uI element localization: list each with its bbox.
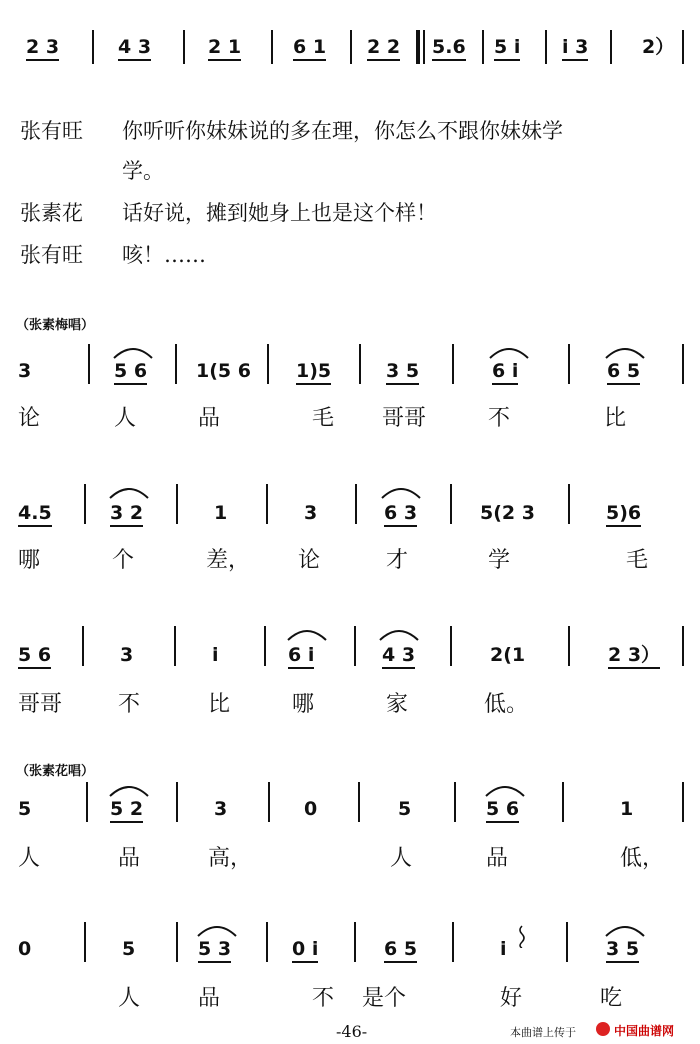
- lyric: 低，: [620, 846, 665, 871]
- barline: [174, 626, 176, 666]
- notation-cell: 1: [620, 798, 634, 820]
- slur: [108, 484, 150, 500]
- barline: [450, 626, 452, 666]
- lyric: 人: [18, 846, 41, 871]
- notation-row: [0, 342, 700, 392]
- speaker-name: 张有旺: [20, 119, 83, 143]
- speaker-name: 张素花: [20, 201, 83, 225]
- notation-cell: 4.5: [18, 502, 52, 527]
- barline: [354, 626, 356, 666]
- lyric: 品: [486, 846, 509, 871]
- barline: [267, 344, 269, 384]
- barline: [354, 922, 356, 962]
- barline: [176, 484, 178, 524]
- barline: [482, 30, 484, 64]
- upload-note: 本曲谱上传于: [510, 1026, 576, 1039]
- repeat-barline: [416, 30, 420, 64]
- lyrics-row: [0, 846, 700, 876]
- barline: [175, 344, 177, 384]
- barline: [264, 626, 266, 666]
- notation-cell: 5: [122, 938, 136, 960]
- barline: [682, 782, 684, 822]
- site-logo-icon: [596, 1022, 610, 1036]
- dialogue-line: 话好说，摊到她身上也是这个样！: [122, 201, 437, 225]
- notation-cell: 3: [214, 798, 228, 820]
- lyric: 低。: [484, 692, 529, 717]
- notation-cell: 1)5: [296, 360, 331, 385]
- notation-cell: 2 3: [26, 36, 59, 61]
- lyrics-row: [0, 986, 700, 1016]
- barline: [183, 30, 185, 64]
- slur: [484, 782, 526, 798]
- notation-cell: 5 6: [114, 360, 147, 385]
- barline: [568, 626, 570, 666]
- slur: [112, 344, 154, 360]
- barline: [454, 782, 456, 822]
- singer-label: （张素花唱）: [16, 764, 95, 779]
- lyric: 是个: [362, 986, 407, 1011]
- barline: [84, 922, 86, 962]
- slur: [380, 484, 422, 500]
- lyric: 人: [390, 846, 413, 871]
- barline: [88, 344, 90, 384]
- lyric: 毛: [626, 548, 649, 573]
- lyrics-row: [0, 406, 700, 436]
- barline: [682, 626, 684, 666]
- notation-cell: 3: [304, 502, 318, 524]
- notation-cell: 5)6: [606, 502, 641, 527]
- barline: [610, 30, 612, 64]
- notation-row: [0, 780, 700, 830]
- lyric: 不: [312, 986, 335, 1011]
- lyric: 哥哥: [18, 692, 63, 717]
- barline: [452, 922, 454, 962]
- dialogue-line: 咳！……: [122, 243, 206, 267]
- lyric: 论: [298, 548, 321, 573]
- lyric: 家: [386, 692, 409, 717]
- notation-cell: 0: [304, 798, 318, 820]
- lyric: 才: [386, 548, 409, 573]
- notation-cell: 6 i: [492, 360, 518, 385]
- lyric: 人: [118, 986, 141, 1011]
- site-name: 中国曲谱网: [614, 1024, 675, 1038]
- barline: [568, 344, 570, 384]
- notation-cell: 6 i: [288, 644, 314, 669]
- barline: [568, 484, 570, 524]
- barline: [358, 782, 360, 822]
- notation-cell: 1: [214, 502, 228, 524]
- notation-cell: 2）: [642, 36, 675, 58]
- barline: [176, 782, 178, 822]
- lyric: 吃: [600, 986, 623, 1011]
- slur: [604, 922, 646, 938]
- barline: [545, 30, 547, 64]
- slur: [286, 626, 328, 642]
- lyric: 论: [18, 406, 41, 431]
- barline: [266, 922, 268, 962]
- barline: [562, 782, 564, 822]
- barline: [266, 484, 268, 524]
- notation-cell: 5(2 3: [480, 502, 535, 524]
- barline: [84, 484, 86, 524]
- barline: [566, 922, 568, 962]
- barline: [92, 30, 94, 64]
- notation-cell: 5 2: [110, 798, 143, 823]
- notation-cell: 5.6: [432, 36, 466, 61]
- tremolo-mark-icon: [516, 924, 528, 948]
- barline: [450, 484, 452, 524]
- notation-cell: 5: [18, 798, 32, 820]
- notation-cell: 2 3）: [608, 644, 660, 669]
- slur: [196, 922, 238, 938]
- barline: [271, 30, 273, 64]
- lyric: 比: [208, 692, 231, 717]
- lyric: 哪: [18, 548, 41, 573]
- notation-row: [0, 624, 700, 674]
- barline: [452, 344, 454, 384]
- notation-cell: 3 5: [386, 360, 419, 385]
- slur: [488, 344, 530, 360]
- barline: [350, 30, 352, 64]
- singer-label: （张素梅唱）: [16, 318, 95, 333]
- notation-cell: 2 1: [208, 36, 241, 61]
- notation-cell: 0 i: [292, 938, 318, 963]
- barline: [682, 344, 684, 384]
- page-number: -46-: [336, 1022, 368, 1041]
- top-notation-row: [0, 30, 700, 70]
- notation-cell: 3 2: [110, 502, 143, 527]
- notation-cell: 4 3: [382, 644, 415, 669]
- notation-cell: 6 5: [607, 360, 640, 385]
- notation-cell: 6 3: [384, 502, 417, 527]
- lyric: 好: [500, 986, 523, 1011]
- notation-cell: 5 3: [198, 938, 231, 963]
- lyric: 品: [198, 406, 221, 431]
- notation-cell: 6 5: [384, 938, 417, 963]
- barline: [86, 782, 88, 822]
- lyric: 哪: [292, 692, 315, 717]
- lyric: 个: [112, 548, 135, 573]
- lyrics-row: [0, 548, 700, 578]
- notation-cell: i: [500, 938, 507, 960]
- notation-cell: 2(1: [490, 644, 526, 666]
- notation-cell: 1(5 6: [196, 360, 251, 382]
- lyrics-row: [0, 692, 700, 722]
- repeat-barline: [423, 30, 425, 64]
- dialogue-line: 你听听你妹妹说的多在理，你怎么不跟你妹妹学: [122, 119, 563, 143]
- notation-cell: 6 1: [293, 36, 326, 61]
- dialogue-line: 学。: [122, 159, 164, 183]
- barline: [176, 922, 178, 962]
- notation-cell: i 3: [562, 36, 588, 61]
- notation-cell: 2 2: [367, 36, 400, 61]
- slur: [378, 626, 420, 642]
- notation-cell: 5 i: [494, 36, 520, 61]
- barline: [359, 344, 361, 384]
- notation-cell: 5 6: [486, 798, 519, 823]
- barline: [682, 30, 684, 64]
- notation-row: [0, 482, 700, 532]
- lyric: 毛: [312, 406, 335, 431]
- lyric: 品: [118, 846, 141, 871]
- lyric: 高，: [208, 846, 253, 871]
- lyric: 学: [488, 548, 511, 573]
- notation-cell: 0: [18, 938, 32, 960]
- slur: [604, 344, 646, 360]
- barline: [268, 782, 270, 822]
- notation-cell: 4 3: [118, 36, 151, 61]
- lyric: 不: [488, 406, 511, 431]
- lyric: 不: [118, 692, 141, 717]
- lyric: 差，: [206, 548, 251, 573]
- notation-cell: 3: [120, 644, 134, 666]
- notation-cell: 5: [398, 798, 412, 820]
- lyric: 人: [114, 406, 137, 431]
- notation-cell: 3 5: [606, 938, 639, 963]
- notation-cell: 3: [18, 360, 32, 382]
- notation-cell: i: [212, 644, 219, 666]
- slur: [108, 782, 150, 798]
- lyric: 哥哥: [382, 406, 427, 431]
- notation-cell: 5 6: [18, 644, 51, 669]
- lyric: 比: [604, 406, 627, 431]
- barline: [355, 484, 357, 524]
- notation-row: [0, 920, 700, 970]
- lyric: 品: [198, 986, 221, 1011]
- barline: [82, 626, 84, 666]
- speaker-name: 张有旺: [20, 243, 83, 267]
